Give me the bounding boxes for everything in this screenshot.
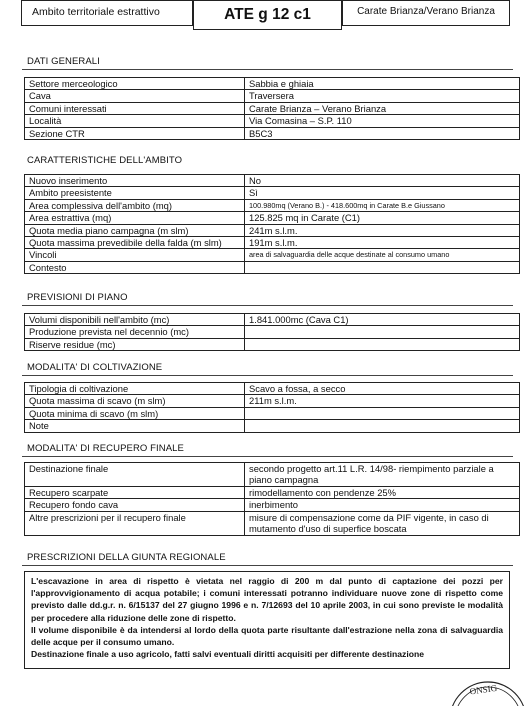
section-divider [22,375,513,376]
row-key: Quota massima prevedibile della falda (m slm) [25,236,245,248]
official-stamp [446,676,530,706]
table-row [25,224,520,236]
table-row [25,212,520,224]
header-code-box [193,0,342,30]
section-title-coltivazione: MODALITA' DI COLTIVAZIONE [27,362,163,373]
row-value: Via Comasina – S.P. 110 [245,115,520,127]
row-value: Scavo a fossa, a secco [245,383,520,395]
row-value: Sabbia e ghiaia [245,78,520,90]
table-row [25,187,520,199]
table-row [25,407,520,419]
table-caratteristiche [24,174,520,274]
row-value: B5C3 [245,127,520,139]
table-row [25,90,520,102]
row-value: No [245,175,520,187]
section-divider [22,456,513,457]
row-value: 211m s.l.m. [245,395,520,407]
stamp-text: ONSIG [469,682,498,697]
table-row [25,338,520,350]
row-value: misure di compensazione come da PIF vigente, in caso di mutamento d'uso di superfice boscata [245,511,520,535]
row-key: Area estrattiva (mq) [25,212,245,224]
row-key: Recupero scarpate [25,487,245,499]
table-previsioni [24,313,520,351]
row-key: Ambito preesistente [25,187,245,199]
row-value: area di salvaguardia delle acque destinate al consumo umano [245,249,520,261]
table-recupero [24,462,520,536]
row-key: Altre prescrizioni per il recupero finale [25,511,245,535]
row-value: 191m s.l.m. [245,236,520,248]
row-key: Quota media piano campagna (m slm) [25,224,245,236]
row-value [245,338,520,350]
table-row [25,463,520,487]
row-key: Riserve residue (mc) [25,338,245,350]
row-key: Quota massima di scavo (m slm) [25,395,245,407]
table-coltivazione [24,382,520,433]
row-value [245,261,520,273]
prescrizione-paragraph: Destinazione finale a uso agricolo, fatti salvi eventuali diritti acquisiti per differente destinazione [31,649,425,660]
section-title-caratteristiche: CARATTERISTICHE DELL'AMBITO [27,155,183,166]
row-value: secondo progetto art.11 L.R. 14/98- riempimento parziale a piano campagna [245,463,520,487]
row-key: Note [25,420,245,432]
table-row [25,487,520,499]
section-title-recupero: MODALITA' DI RECUPERO FINALE [27,443,184,454]
table-row [25,314,520,326]
row-key: Destinazione finale [25,463,245,487]
row-value: 125.825 mq in Carate (C1) [245,212,520,224]
section-divider [22,69,513,70]
section-title-prescrizioni: PRESCRIZIONI DELLA GIUNTA REGIONALE [27,552,226,563]
row-value: inerbimento [245,499,520,511]
section-title-previsioni: PREVISIONI DI PIANO [27,292,128,303]
table-row [25,249,520,261]
prescrizione-paragraph: L'escavazione in area di rispetto è vietata nel raggio di 200 m dal punto di captazione dei pozzi per l'approvvigionamento di acqua potabile; i comuni interessati potranno individuare nuove zone di rispetto come previsto dalle dd.g.r. n. 6/15137 del 27 giugno 1996 e n. 7/12693 del 10 aprile 2003, in cui sono previste le modalità per procedere alla riduzione delle zone di rispetto. [31,576,503,623]
header-title-box [21,0,193,26]
table-row [25,102,520,114]
row-value: 100.980mq (Verano B.) - 418.600mq in Carate B.e Giussano [245,199,520,211]
table-row [25,499,520,511]
table-row [25,115,520,127]
prescrizioni-box [24,571,510,669]
table-row [25,511,520,535]
row-value: 241m s.l.m. [245,224,520,236]
table-row [25,199,520,211]
row-value: Sì [245,187,520,199]
row-key: Cava [25,90,245,102]
table-row [25,175,520,187]
row-key: Comuni interessati [25,102,245,114]
table-row [25,395,520,407]
row-key: Contesto [25,261,245,273]
row-key: Volumi disponibili nell'ambito (mc) [25,314,245,326]
row-key: Quota minima di scavo (m slm) [25,407,245,419]
row-value [245,407,520,419]
table-row [25,127,520,139]
row-key: Area complessiva dell'ambito (mq) [25,199,245,211]
table-row [25,236,520,248]
row-key: Sezione CTR [25,127,245,139]
header-right-label: Carate Brianza/Verano Brianza [357,6,495,17]
section-title-dati-generali: DATI GENERALI [27,56,100,67]
ate-code: ATE g 12 c1 [224,6,311,23]
table-row [25,78,520,90]
header-left-label: Ambito territoriale estrattivo [32,6,160,18]
table-row [25,326,520,338]
row-key: Tipologia di coltivazione [25,383,245,395]
row-value: 1.841.000mc (Cava C1) [245,314,520,326]
row-value [245,326,520,338]
row-value: rimodellamento con pendenze 25% [245,487,520,499]
row-key: Recupero fondo cava [25,499,245,511]
row-key: Produzione prevista nel decennio (mc) [25,326,245,338]
table-row [25,261,520,273]
section-divider [22,305,513,306]
header-municipality-box [342,0,510,26]
row-value: Carate Brianza – Verano Brianza [245,102,520,114]
table-dati-generali [24,77,520,140]
row-value [245,420,520,432]
prescrizione-paragraph: Il volume disponibile è da intendersi al lordo della quota parte risultante dall'estrazione nella zona di salvaguardia delle acque per il consumo umano. [31,624,503,648]
row-key: Settore merceologico [25,78,245,90]
row-key: Nuovo inserimento [25,175,245,187]
row-key: Vincoli [25,249,245,261]
row-key: Località [25,115,245,127]
table-row [25,420,520,432]
section-divider [22,565,513,566]
table-row [25,383,520,395]
row-value: Traversera [245,90,520,102]
